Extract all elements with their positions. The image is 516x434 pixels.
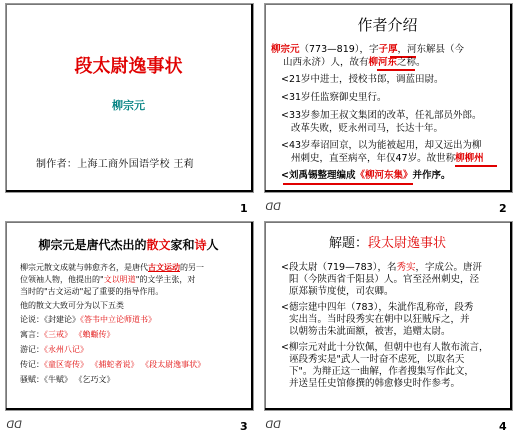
slide-2-line-6: 改革失败，贬永州司马，长达十年。 <box>291 123 444 134</box>
slide-3-line-2: 位领袖人物，他提出的"文以明道"的文学主张，对 <box>20 275 196 284</box>
slide-3-title: 柳宗元是唐代杰出的散文家和诗人 <box>38 238 219 252</box>
slide-3-line-6: 寓言：《三戒》 《蝜蝂传》 <box>20 330 115 339</box>
slide-3-line-3: 当时的"古文运动"起了重要的指导作用。 <box>20 287 164 296</box>
slide-1-title: 段太尉逸事状 <box>74 56 183 77</box>
slide-4-line-1: <段太尉（719—783），名秀实，字成公。唐汧 <box>281 262 483 273</box>
slide-4-line-6: 以朝笏击朱泚面额，被害，追赠太尉。 <box>289 326 451 337</box>
slide-2-line-2: 山西永济）人，故有柳河东之称。 <box>283 57 426 68</box>
slide-2-line-7: <43岁奉诏回京，以为能被起用，却又远出为柳 <box>281 140 482 151</box>
slide-1-maker: 制作者：上海工商外国语学校 王莉 <box>36 159 194 170</box>
slide-2-number: 2 <box>499 202 507 215</box>
underline-liuhedong <box>377 69 415 71</box>
slide-3-line-1: 柳宗元散文成就与韩愈齐名，是唐代古文运动的另一 <box>20 263 204 272</box>
slide-4-line-10: 并送呈任史馆修撰的韩愈修史时作参考。 <box>289 378 461 389</box>
slide-4-number: 4 <box>499 420 507 433</box>
slide-3-line-9: 骚赋：《牛赋》 《乞巧文》 <box>20 375 115 384</box>
underline-collection <box>283 183 413 185</box>
slide-4-line-8: 诬段秀实是"武人一时奋不虑死，以取名天 <box>289 354 465 365</box>
slide-2-line-4: <31岁任监察御史里行。 <box>281 92 387 103</box>
slide-2-line-3: <21岁中进士，授校书郎，调蓝田尉。 <box>281 74 444 85</box>
slide-3-line-8: 传记：《童区寄传》 《捕蛇者说》 《段太尉逸事状》 <box>20 360 206 369</box>
slide-3-line-5: 论说：《封建论》《答韦中立论师道书》 <box>20 315 156 324</box>
slide-2-line-9: <刘禹锡整理编成《柳河东集》并作序。 <box>281 170 451 181</box>
slide-2-notes-icon[interactable]: ᗡᗡ <box>265 202 281 213</box>
name-highlight: 柳宗元 <box>271 44 300 55</box>
slide-1[interactable] <box>6 4 253 192</box>
slide-3-notes-icon[interactable]: ᗡᗡ <box>6 420 22 431</box>
slide-3-number: 3 <box>240 420 248 433</box>
slide-4-line-4: <德宗建中四年（783），朱泚作乱称帝，段秀 <box>281 302 474 313</box>
slide-2-line-1: 柳宗元（773—819），字子厚，河东解县（今 <box>271 44 465 55</box>
slide-3-line-7: 游记：《永州八记》 <box>20 345 88 354</box>
slide-4-title: 解题：段太尉逸事状 <box>328 236 447 251</box>
slide-2[interactable] <box>265 4 512 192</box>
slide-4-line-3: 原郑颍节度使，司农卿。 <box>289 286 394 297</box>
slide-4-line-2: 阳（今陕西省千阳县）人。官至泾州刺史，泾 <box>289 274 480 285</box>
slide-3[interactable] <box>6 222 253 410</box>
slide-4-notes-icon[interactable]: ᗡᗡ <box>265 420 281 431</box>
underline-liuliuzhou <box>455 165 497 167</box>
slide-3-line-4: 他的散文大致可分为以下五类 <box>20 301 124 310</box>
slide-1-author: 柳宗元 <box>112 99 145 112</box>
slide-4-line-7: <柳宗元对此十分钦佩，但朝中也有人散布流言， <box>281 342 489 353</box>
slide-2-line-5: <33岁参加王叔文集团的改革，任礼部员外郎。 <box>281 110 482 121</box>
slide-4[interactable] <box>265 222 512 410</box>
slide-2-title: 作者介绍 <box>357 16 418 34</box>
slide-4-line-5: 实出当。当时段秀实在朝中以狂贼斥之，并 <box>289 314 470 325</box>
slide-2-line-8: 州刺史，直至病卒，年仅47岁。故世称柳柳州 <box>291 153 484 164</box>
slide-1-number: 1 <box>240 202 248 215</box>
slide-4-line-9: 下"。为辩正这一曲解，作者搜集写作此文， <box>289 366 474 377</box>
